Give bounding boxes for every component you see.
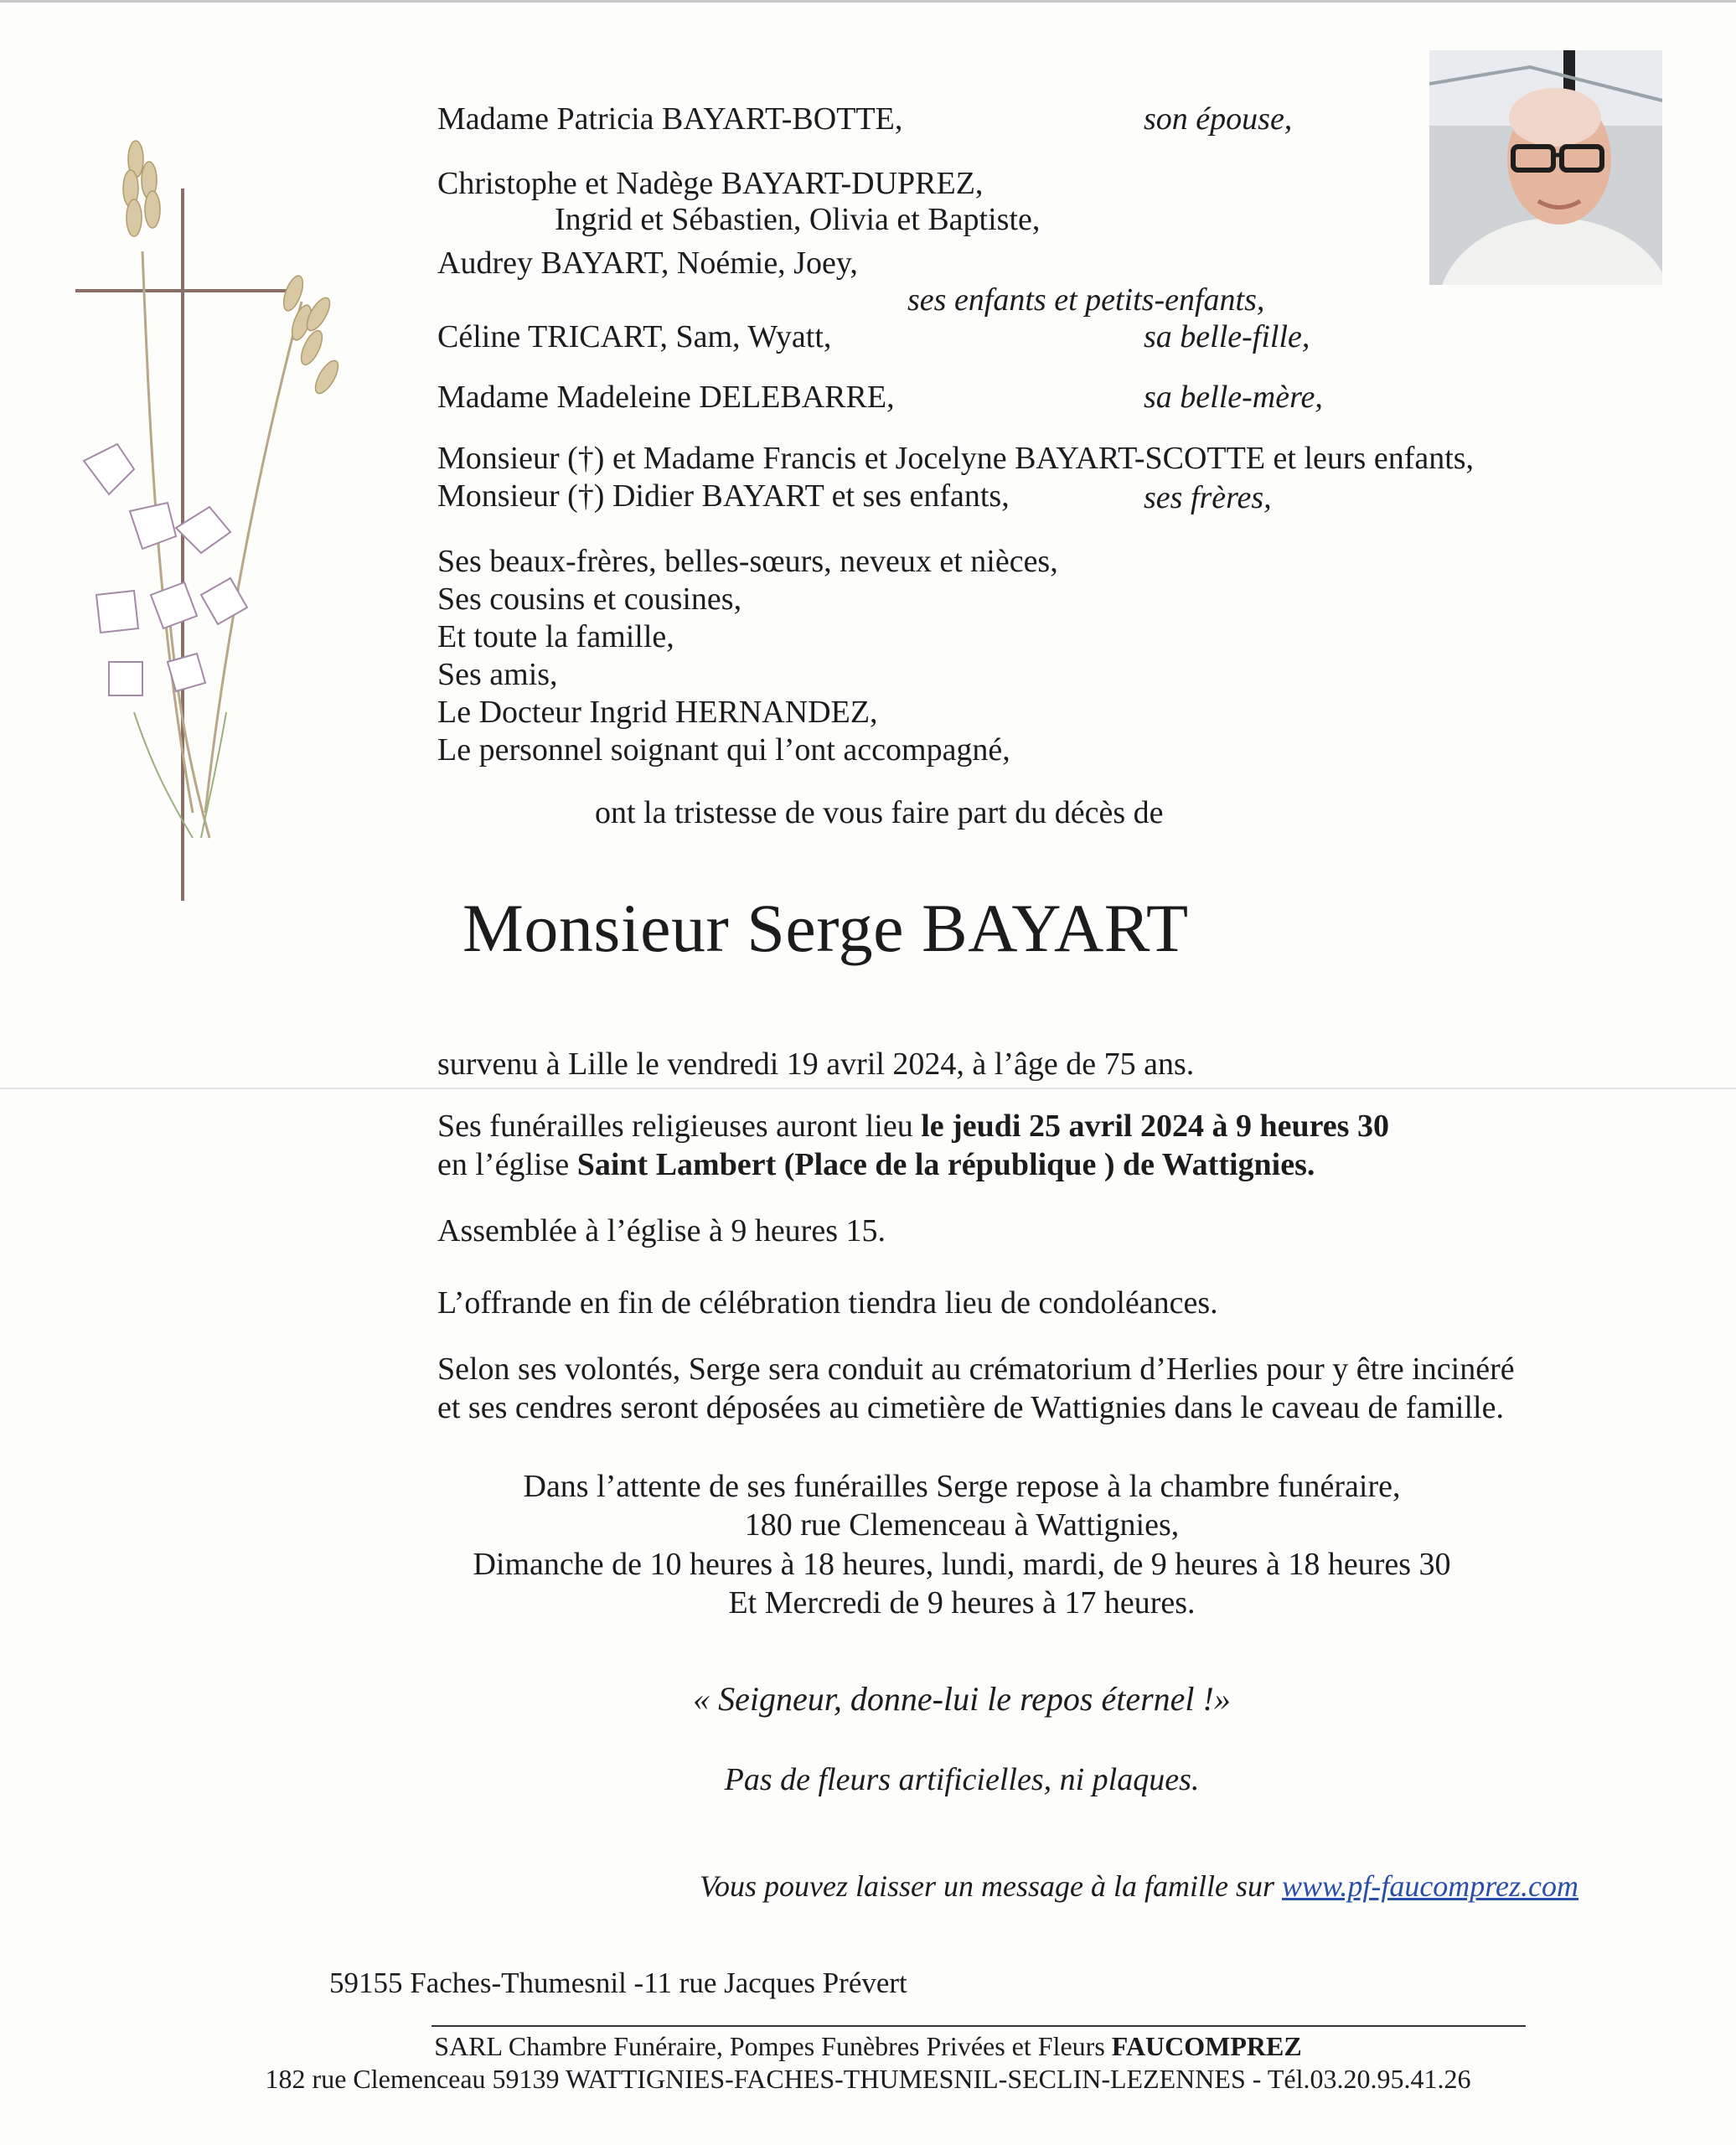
assembly-time: Assemblée à l’église à 9 heures 15. [437, 1213, 886, 1248]
footer-divider [431, 2025, 1526, 2027]
agency-address: 59155 Faches-Thumesnil -11 rue Jacques Prévert [329, 1967, 907, 1999]
company-name: SARL Chambre Funéraire, Pompes Funèbres Privées et Fleurs [434, 2031, 1112, 2061]
message-text: Vous pouvez laisser un message à la famille sur [700, 1869, 1282, 1903]
family-line-doctor: Le Docteur Ingrid HERNANDEZ, [437, 695, 878, 730]
family-line-children-1: Christophe et Nadège BAYART-DUPREZ, [437, 166, 984, 201]
website-link[interactable]: www.pf-faucomprez.com [1281, 1869, 1578, 1903]
family-role-brothers: ses frères, [1144, 480, 1272, 515]
rest-address: 180 rue Clemenceau à Wattignies, [744, 1507, 1180, 1543]
wishes-line-2: et ses cendres seront déposées au cimetière de Wattignies dans le caveau de famille. [437, 1390, 1504, 1425]
family-line-friends: Ses amis, [437, 657, 558, 692]
no-flowers-note: Pas de fleurs artificielles, ni plaques. [724, 1762, 1200, 1797]
prayer: « Seigneur, donne-lui le repos éternel !» [693, 1680, 1231, 1718]
family-role-spouse: son épouse, [1144, 101, 1293, 137]
top-border [0, 0, 1736, 3]
family-line-mother-in-law: Madame Madeleine DELEBARRE, [437, 380, 895, 415]
company-brand: FAUCOMPREZ [1111, 2031, 1302, 2061]
rest-line-1: Dans l’attente de ses funérailles Serge repose à la chambre funéraire, [523, 1469, 1401, 1504]
family-line-children-2: Ingrid et Sébastien, Olivia et Baptiste, [555, 202, 1041, 237]
company-address: 182 rue Clemenceau 59139 WATTIGNIES-FACHES-THUMESNIL-SECLIN-LEZENNES - Tél.03.20.95.41.26 [265, 2064, 1471, 2094]
announcement: ont la tristesse de vous faire part du décès de [595, 795, 1164, 830]
funeral-date: le jeudi 25 avril 2024 à 9 heures 30 [921, 1109, 1389, 1144]
family-line-family: Et toute la famille, [437, 619, 674, 654]
portrait-photo [1429, 50, 1662, 285]
family-role-mother-in-law: sa belle-mère, [1144, 380, 1323, 415]
fold-line [0, 1088, 1736, 1089]
cross-flowers-icon [50, 126, 352, 905]
family-line-care-staff: Le personnel soignant qui l’ont accompagné, [437, 732, 1010, 768]
family-line-children-3: Audrey BAYART, Noémie, Joey, [437, 246, 858, 281]
funeral-line-1 [437, 1108, 1389, 1145]
family-line-daughter-in-law: Céline TRICART, Sam, Wyatt, [437, 319, 832, 354]
funeral-line-2 [437, 1146, 1315, 1183]
family-line-spouse: Madame Patricia BAYART-BOTTE, [437, 101, 903, 137]
wishes-line-1: Selon ses volontés, Serge sera conduit au crématorium d’Herlies pour y être incinéré [437, 1352, 1515, 1387]
family-line-in-laws: Ses beaux-frères, belles-sœurs, neveux et nièces, [437, 544, 1058, 579]
rest-hours-2: Et Mercredi de 9 heures à 17 heures. [728, 1585, 1196, 1620]
family-line-brothers-2: Monsieur (†) Didier BAYART et ses enfants, [437, 478, 1010, 514]
funeral-church: Saint Lambert (Place de la république ) de Wattignies. [576, 1147, 1315, 1182]
family-role-children: ses enfants et petits-enfants, [907, 282, 1265, 318]
message-line [700, 1868, 1578, 1905]
offering-note: L’offrande en fin de célébration tiendra lieu de condoléances. [437, 1285, 1218, 1321]
company-line [0, 2030, 1736, 2062]
family-line-brothers-1: Monsieur (†) et Madame Francis et Jocelyne BAYART-SCOTTE et leurs enfants, [437, 441, 1475, 476]
death-info: survenu à Lille le vendredi 19 avril 2024, à l’âge de 75 ans. [437, 1047, 1195, 1082]
funeral-church-text: en l’église [437, 1147, 577, 1182]
family-line-cousins: Ses cousins et cousines, [437, 581, 742, 617]
rest-hours-1: Dimanche de 10 heures à 18 heures, lundi, mardi, de 9 heures à 18 heures 30 [473, 1547, 1451, 1582]
funeral-text: Ses funérailles religieuses auront lieu [437, 1109, 922, 1144]
family-role-daughter-in-law: sa belle-fille, [1144, 319, 1310, 354]
deceased-name: Monsieur Serge BAYART [462, 890, 1189, 966]
